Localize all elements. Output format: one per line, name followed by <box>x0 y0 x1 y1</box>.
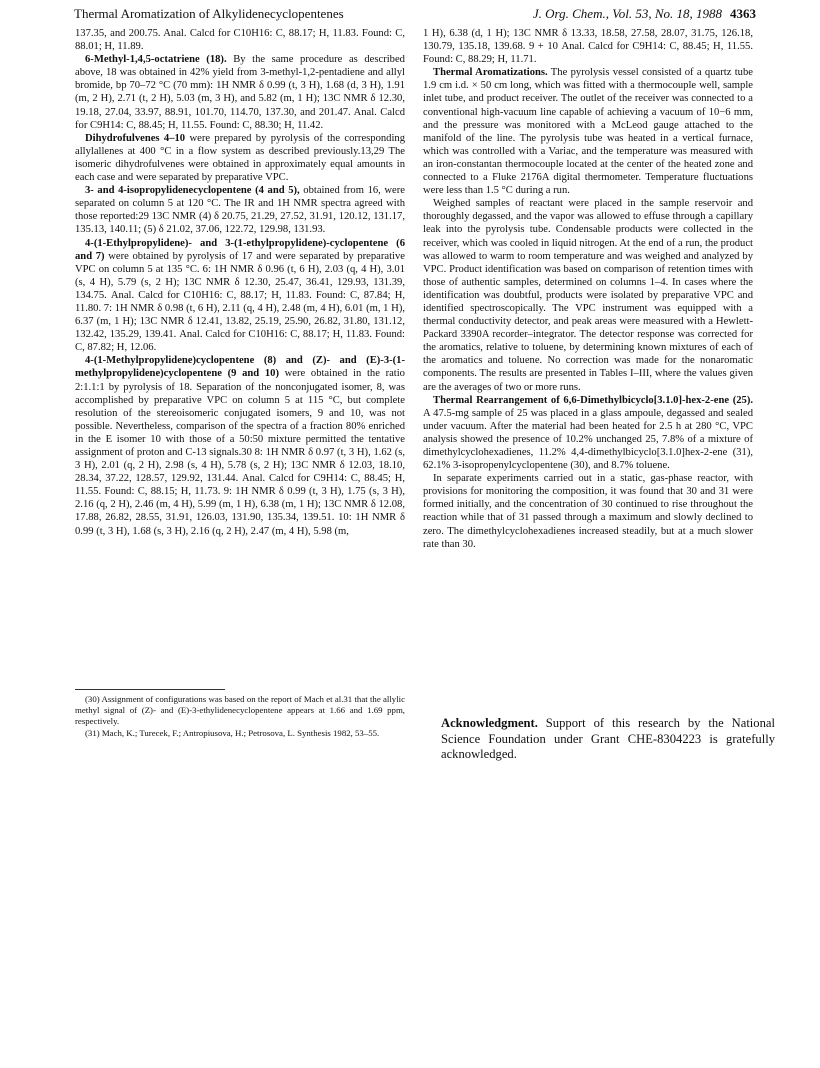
acknowledgment-text: Support of this research by the National Science Foundation under Grant CHE-8304223 is gratefully acknowledged. <box>441 716 775 761</box>
paragraph-heading: 6-Methyl-1,4,5-octatriene (18). <box>85 54 227 66</box>
footnotes <box>75 694 405 740</box>
paragraph <box>75 53 405 132</box>
running-header <box>74 6 756 26</box>
journal-citation <box>533 6 756 22</box>
right-column <box>423 27 753 551</box>
footnote: (30) Assignment of configurations was based on the report of Mach et al.31 that the allylic methyl signal of (Z)- and (E)-3-ethylidenecyclopentene appears at 1.66 and 1.69 ppm, respectively. <box>75 694 405 726</box>
acknowledgment-heading: Acknowledgment. <box>441 716 538 730</box>
paragraph <box>423 27 753 66</box>
paragraph-text: The pyrolysis vessel consisted of a quartz tube 1.9 cm i.d. × 50 cm long, which was fitted with a thermocouple well, sample inlet tube, and product receiver. The outlet of the receiver was connected to a conventional high-vacuum line capable of achieving a vacuum of 10−6 mm, and the pressure was monitored with a McLeod gauge attached to the manifold of the line. The pyrolysis tube was heated in a vertical furnace, which was controlled with a Variac, and the temperature was measured with an iron-constantan thermocouple located at the center of the heated zone and connected to a Fluke 2176A digital thermometer. Temperature fluctuations were less than 1.5 °C during a run. <box>423 67 753 197</box>
footnote-divider <box>75 689 225 690</box>
paragraph <box>75 354 405 537</box>
paragraph-heading: 4-(1-Ethylpropylidene)- and 3-(1-ethylpropylidene)-cyclopentene (6 and 7) <box>75 237 405 262</box>
footnote: (31) Mach, K.; Turecek, F.; Antropiusova, H.; Petrosova, L. Synthesis 1982, 53–55. <box>85 728 380 738</box>
paragraph <box>423 394 753 473</box>
paragraph <box>75 27 405 53</box>
paragraph <box>423 472 753 551</box>
running-title: Thermal Aromatization of Alkylidenecyclopentenes <box>74 6 344 21</box>
paragraph <box>423 66 753 197</box>
paragraph-text: 1 H), 6.38 (d, 1 H); 13C NMR δ 13.33, 18.58, 27.58, 28.07, 31.75, 126.18, 130.79, 135.18, 139.68. 9 + 10 Anal. Calcd for C9H14: C, 88.45; H, 11.55. Found: C, 88.29; H, 11.71. <box>423 28 753 66</box>
journal-name: J. Org. Chem., Vol. 53, No. 18, 1988 <box>532 6 722 21</box>
paragraph-heading: Dihydrofulvenes 4–10 <box>85 132 186 144</box>
paragraph-text: A 47.5-mg sample of 25 was placed in a glass ampoule, degassed and sealed under vacuum. After the material had been heated for 2.5 h at 280 °C, VPC analysis showed the presence of 10.2% unchanged 25, 7.8% of a mixture of dimethylcyclohexadienes, 11.2% 4,4-dimethylbicyclo[3.1.0]hex-2-ene (31), 62.1% 3-isopropenylcyclopentene (30), and 8.7% toluene. <box>423 407 753 472</box>
paragraph-text: were obtained in the ratio 2:1.1:1 by pyrolysis of 18. Separation of the nonconjugated isomer, 8, was accomplished by preparative VPC on column 5 at 115 °C, but complete resolution of the stereoisomeric conjugated isomers, 9 and 10, was not possible. Nevertheless, comparison of the spectra of a fraction 80% enriched in the E isomer 10 with those of a 50:50 mixture permitted the tentative assignment of proton and C-13 signals.30 8: 1H NMR δ 0.97 (t, 3 H), 1.62 (s, 3 H), 2.01 (q, 2 H), 2.98 (s, 4 H), 5.78 (s, 2 H); 13C NMR δ 12.03, 18.10, 28.34, 37.22, 128.57, 129.92, 131.44. Anal. Calcd for C9H14: C, 88.45; H, 11.55. Found: C, 88.15; H, 11.73. 9: 1H NMR δ 0.99 (t, 3 H), 1.75 (s, 3 H), 2.16 (q, 2 H), 2.46 (m, 4 H), 5.99 (m, 1 H), 6.38 (m, 1 H); 13C NMR δ 12.08, 17.88, 26.82, 28.55, 31.91, 126.03, 131.90, 135.34, 139.51. 10: 1H NMR δ 0.99 (t, 3 H), 1.68 (s, 3 H), 2.16 (q, 2 H), 2.47 (m, 4 H), 5.98 (m, <box>75 368 405 537</box>
left-column <box>75 27 405 538</box>
paragraph-text: were obtained by pyrolysis of 17 and were separated by preparative VPC on column 5 at 135 °C. 6: 1H NMR δ 0.96 (t, 6 H), 2.03 (q, 4 H), 3.01 (s, 4 H), 5.79 (s, 2 H); 13C NMR δ 12.30, 25.47, 36.41, 129.93, 131.39, 134.75. Anal. Calcd for C10H16: C, 88.17; H, 11.83. Found: C, 87.84; H, 11.80. 7: 1H NMR δ 0.98 (t, 6 H), 2.11 (q, 4 H), 2.48 (m, 4 H), 6.01 (m, 1 H), 6.37 (m, 1 H); 13C NMR δ 12.41, 13.82, 25.19, 25.90, 26.82, 31.80, 131.12, 132.42, 135.29, 139.41. Anal. Calcd for C10H16: C, 88.17; H, 11.83. Found: C, 87.82; H, 12.06. <box>75 250 405 354</box>
page-number: 4363 <box>730 6 756 21</box>
paragraph-text: 137.35, and 200.75. Anal. Calcd for C10H16: C, 88.17; H, 11.83. Found: C, 88.01; H, 11.89. <box>75 28 405 53</box>
paragraph-heading: 3- and 4-isopropylidenecyclopentene (4 and 5), <box>85 185 300 197</box>
paragraph-heading: Thermal Rearrangement of 6,6-Dimethylbicyclo[3.1.0]-hex-2-ene (25). <box>433 394 753 406</box>
paragraph-text: By the same procedure as described above, 18 was obtained in 42% yield from 3-methyl-1,2-pentadiene and allyl bromide, bp 70–72 °C (70 mm): 1H NMR δ 0.99 (t, 3 H), 1.68 (d, 3 H), 1.91 (m, 2 H), 2.71 (t, 2 H), 5.03 (m, 3 H), and 5.82 (m, 1 H); 13C NMR δ 12.30, 19.18, 27.04, 33.97, 88.91, 101.70, 114.70, 137.30, and 201.47. Anal. Calcd for C9H14: C, 88.45; H, 11.55. Found: C, 88.30; H, 11.42. <box>75 54 405 131</box>
paragraph-heading: 4-(1-Methylpropylidene)cyclopentene (8) and (Z)- and (E)-3-(1-methylpropylidene)cyclopentene (9 and 10) <box>75 355 405 380</box>
paragraph-text: obtained from 16, were separated on column 5 at 120 °C. The IR and 1H NMR spectra agreed with those reported:29 13C NMR (4) δ 20.75, 21.29, 27.52, 31.91, 120.12, 131.17, 135.13, 140.11; (5) δ 21.02, 37.06, 122.72, 129.98, 131.93. <box>75 185 405 236</box>
acknowledgment <box>441 716 775 763</box>
paragraph-text: In separate experiments carried out in a static, gas-phase reactor, with provisions for monitoring the composition, it was found that 30 and 31 were formed initially, and the concentration of 30 continued to rise throughout the reaction while that of 31 passed through a maximum and slowly declined to zero. The dimethylcyclohexadienes increased steadily, but at a much slower rate than 30. <box>423 473 753 550</box>
paragraph <box>75 184 405 236</box>
paragraph <box>75 132 405 184</box>
paragraph <box>423 197 753 393</box>
paragraph-text: were prepared by pyrolysis of the corresponding allylallenes at 400 °C in a flow system as described previously.13,29 The isomeric dihydrofulvenes were obtained in approximately equal amounts in each case and were separated by preparative VPC. <box>75 132 406 184</box>
paragraph-text: Weighed samples of reactant were placed in the sample reservoir and thoroughly degassed, and the vapor was allowed to effuse through a capillary leak into the pyrolysis tube. Condensable products were collected in the receiver, which was cooled in liquid nitrogen. At the end of a run, the product was allowed to warm to room temperature and was weighed and analyzed by VPC. Product identification was based on comparison of retention times with those of authentic samples, determined on columns 1–4. In cases where the identification was doubtful, products were isolated by preparative VPC and identified spectroscopically. The VPC instrument was equipped with a thermal conductivity detector, and peak areas were measured with a Hewlett-Packard 3390A recorder–integrator. The detector response was corrected for the aromatics, relative to toluene, by determining known mixtures of each of the aromatics and toluene. No correction was made for the nonaromatic components. The results are presented in Tables I–III, where the values given are the averages of two or more runs. <box>423 198 753 393</box>
paragraph-heading: Thermal Aromatizations. <box>433 67 548 79</box>
paragraph <box>75 237 405 355</box>
